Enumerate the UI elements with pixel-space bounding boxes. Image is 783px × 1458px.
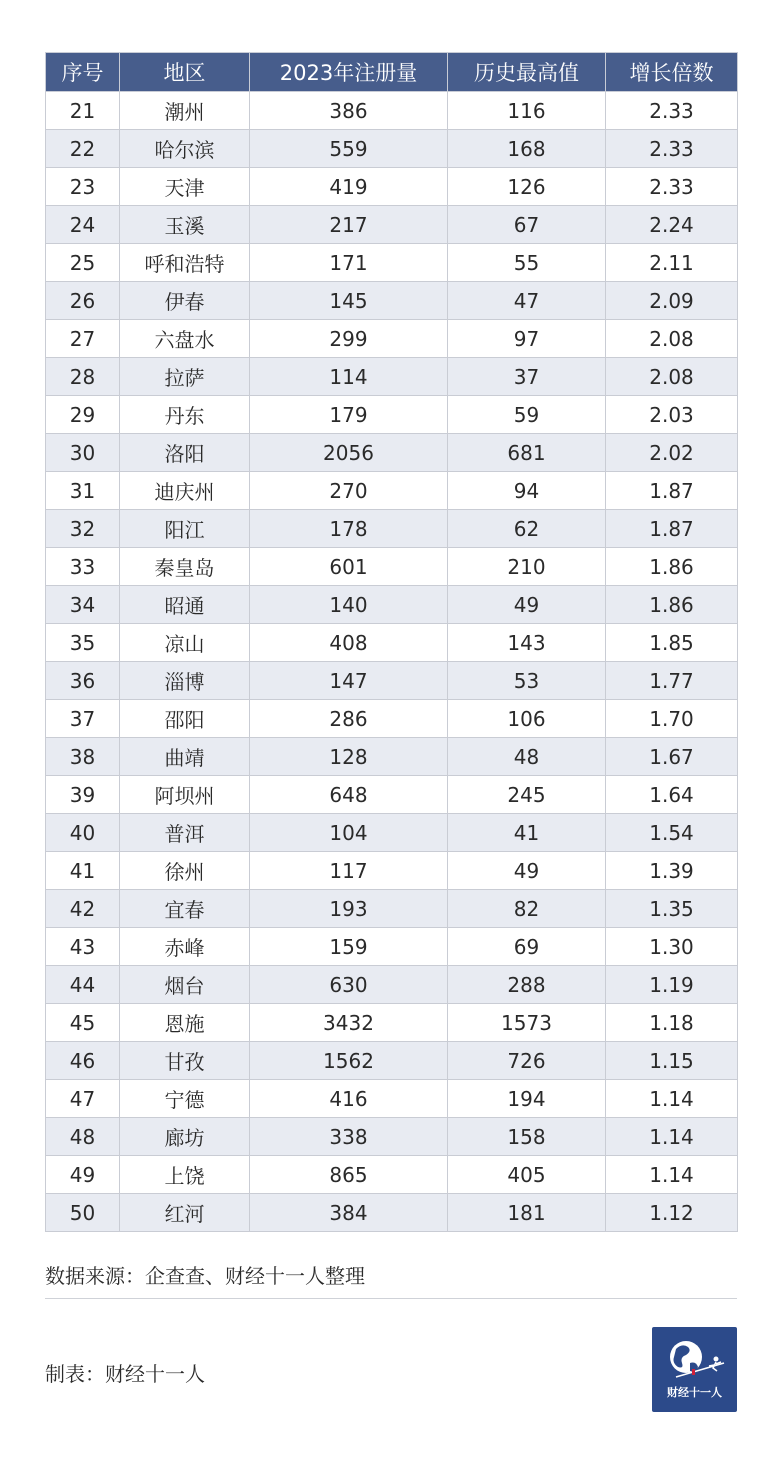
cell-historical-high: 143	[448, 624, 606, 662]
cell-index: 22	[46, 130, 120, 168]
cell-index: 40	[46, 814, 120, 852]
cell-growth-multiple: 1.39	[606, 852, 738, 890]
header-registrations-2023: 2023年注册量	[250, 53, 448, 92]
cell-growth-multiple: 1.70	[606, 700, 738, 738]
table-row	[46, 472, 738, 510]
cell-region: 淄博	[120, 662, 250, 700]
cell-region: 烟台	[120, 966, 250, 1004]
cell-growth-multiple: 1.35	[606, 890, 738, 928]
cell-registrations-2023: 114	[250, 358, 448, 396]
table-row	[46, 814, 738, 852]
cell-region: 甘孜	[120, 1042, 250, 1080]
cell-region: 宜春	[120, 890, 250, 928]
cell-index: 42	[46, 890, 120, 928]
table-row	[46, 434, 738, 472]
cell-registrations-2023: 140	[250, 586, 448, 624]
cell-historical-high: 49	[448, 586, 606, 624]
cell-registrations-2023: 171	[250, 244, 448, 282]
cell-registrations-2023: 147	[250, 662, 448, 700]
cell-region: 玉溪	[120, 206, 250, 244]
table-maker-note: 制表：财经十一人	[45, 1362, 205, 1386]
cell-region: 哈尔滨	[120, 130, 250, 168]
cell-historical-high: 49	[448, 852, 606, 890]
cell-index: 21	[46, 92, 120, 130]
cell-region: 曲靖	[120, 738, 250, 776]
cell-growth-multiple: 2.33	[606, 92, 738, 130]
cell-registrations-2023: 1562	[250, 1042, 448, 1080]
cell-index: 48	[46, 1118, 120, 1156]
cell-region: 普洱	[120, 814, 250, 852]
table-row	[46, 548, 738, 586]
table-row	[46, 1118, 738, 1156]
cell-region: 赤峰	[120, 928, 250, 966]
cell-historical-high: 53	[448, 662, 606, 700]
cell-index: 33	[46, 548, 120, 586]
cell-index: 34	[46, 586, 120, 624]
cell-index: 32	[46, 510, 120, 548]
cell-growth-multiple: 1.15	[606, 1042, 738, 1080]
cell-registrations-2023: 2056	[250, 434, 448, 472]
table-row	[46, 1042, 738, 1080]
cell-registrations-2023: 179	[250, 396, 448, 434]
cell-index: 30	[46, 434, 120, 472]
cell-historical-high: 55	[448, 244, 606, 282]
cell-region: 恩施	[120, 1004, 250, 1042]
table-row	[46, 586, 738, 624]
cell-historical-high: 69	[448, 928, 606, 966]
cell-region: 呼和浩特	[120, 244, 250, 282]
cell-registrations-2023: 338	[250, 1118, 448, 1156]
table-row	[46, 282, 738, 320]
cell-growth-multiple: 2.02	[606, 434, 738, 472]
cell-index: 25	[46, 244, 120, 282]
cell-growth-multiple: 2.33	[606, 130, 738, 168]
table-row	[46, 206, 738, 244]
cell-historical-high: 126	[448, 168, 606, 206]
cell-index: 24	[46, 206, 120, 244]
cell-index: 31	[46, 472, 120, 510]
cell-index: 35	[46, 624, 120, 662]
cell-index: 50	[46, 1194, 120, 1232]
cell-registrations-2023: 416	[250, 1080, 448, 1118]
cell-index: 28	[46, 358, 120, 396]
cell-region: 伊春	[120, 282, 250, 320]
cell-historical-high: 194	[448, 1080, 606, 1118]
cell-growth-multiple: 1.67	[606, 738, 738, 776]
cell-registrations-2023: 145	[250, 282, 448, 320]
cell-index: 43	[46, 928, 120, 966]
table-row	[46, 320, 738, 358]
cell-historical-high: 47	[448, 282, 606, 320]
cell-index: 39	[46, 776, 120, 814]
cell-growth-multiple: 1.18	[606, 1004, 738, 1042]
brand-logo	[652, 1327, 737, 1412]
cell-historical-high: 67	[448, 206, 606, 244]
cell-growth-multiple: 2.03	[606, 396, 738, 434]
cell-growth-multiple: 1.87	[606, 472, 738, 510]
table-row	[46, 928, 738, 966]
data-source-note: 数据来源：企查查、财经十一人整理	[45, 1264, 365, 1288]
cell-growth-multiple: 1.77	[606, 662, 738, 700]
cell-index: 49	[46, 1156, 120, 1194]
cell-index: 37	[46, 700, 120, 738]
cell-historical-high: 288	[448, 966, 606, 1004]
cell-growth-multiple: 1.85	[606, 624, 738, 662]
cell-index: 47	[46, 1080, 120, 1118]
cell-index: 38	[46, 738, 120, 776]
cell-index: 23	[46, 168, 120, 206]
cell-index: 36	[46, 662, 120, 700]
logo-text: 财经十一人	[667, 1386, 722, 1399]
table-row	[46, 1194, 738, 1232]
cell-registrations-2023: 159	[250, 928, 448, 966]
cell-historical-high: 245	[448, 776, 606, 814]
cell-historical-high: 62	[448, 510, 606, 548]
cell-registrations-2023: 601	[250, 548, 448, 586]
cell-region: 洛阳	[120, 434, 250, 472]
cell-region: 拉萨	[120, 358, 250, 396]
cell-region: 秦皇岛	[120, 548, 250, 586]
cell-registrations-2023: 408	[250, 624, 448, 662]
table-header-row	[46, 53, 738, 92]
cell-index: 45	[46, 1004, 120, 1042]
cell-growth-multiple: 1.86	[606, 548, 738, 586]
cell-registrations-2023: 117	[250, 852, 448, 890]
table-row	[46, 244, 738, 282]
cell-region: 昭通	[120, 586, 250, 624]
table-row	[46, 776, 738, 814]
cell-registrations-2023: 104	[250, 814, 448, 852]
data-table	[45, 52, 738, 1232]
cell-growth-multiple: 1.14	[606, 1080, 738, 1118]
cell-region: 天津	[120, 168, 250, 206]
cell-historical-high: 726	[448, 1042, 606, 1080]
header-growth-multiple: 增长倍数	[606, 53, 738, 92]
cell-registrations-2023: 648	[250, 776, 448, 814]
cell-historical-high: 405	[448, 1156, 606, 1194]
table-row	[46, 1156, 738, 1194]
cell-registrations-2023: 299	[250, 320, 448, 358]
table-row	[46, 130, 738, 168]
cell-growth-multiple: 2.33	[606, 168, 738, 206]
cell-historical-high: 97	[448, 320, 606, 358]
cell-growth-multiple: 1.12	[606, 1194, 738, 1232]
cell-registrations-2023: 630	[250, 966, 448, 1004]
footer-divider	[45, 1298, 737, 1299]
table-row	[46, 966, 738, 1004]
cell-index: 44	[46, 966, 120, 1004]
table-row	[46, 1004, 738, 1042]
cell-growth-multiple: 1.30	[606, 928, 738, 966]
cell-registrations-2023: 3432	[250, 1004, 448, 1042]
cell-registrations-2023: 128	[250, 738, 448, 776]
table-row	[46, 358, 738, 396]
cell-registrations-2023: 270	[250, 472, 448, 510]
cell-region: 潮州	[120, 92, 250, 130]
cell-registrations-2023: 419	[250, 168, 448, 206]
cell-index: 27	[46, 320, 120, 358]
cell-region: 廊坊	[120, 1118, 250, 1156]
cell-region: 迪庆州	[120, 472, 250, 510]
cell-historical-high: 94	[448, 472, 606, 510]
cell-index: 41	[46, 852, 120, 890]
cell-index: 29	[46, 396, 120, 434]
cell-growth-multiple: 1.86	[606, 586, 738, 624]
cell-historical-high: 41	[448, 814, 606, 852]
header-index: 序号	[46, 53, 120, 92]
cell-registrations-2023: 384	[250, 1194, 448, 1232]
table-row	[46, 852, 738, 890]
cell-historical-high: 59	[448, 396, 606, 434]
cell-growth-multiple: 1.14	[606, 1118, 738, 1156]
cell-region: 宁德	[120, 1080, 250, 1118]
cell-region: 阿坝州	[120, 776, 250, 814]
cell-growth-multiple: 1.19	[606, 966, 738, 1004]
table-row	[46, 738, 738, 776]
cell-region: 红河	[120, 1194, 250, 1232]
cell-registrations-2023: 178	[250, 510, 448, 548]
cell-historical-high: 116	[448, 92, 606, 130]
cell-region: 六盘水	[120, 320, 250, 358]
header-historical-high: 历史最高值	[448, 53, 606, 92]
cell-growth-multiple: 2.09	[606, 282, 738, 320]
table-row	[46, 510, 738, 548]
table-row	[46, 92, 738, 130]
table-row	[46, 1080, 738, 1118]
cell-historical-high: 37	[448, 358, 606, 396]
table-row	[46, 662, 738, 700]
cell-registrations-2023: 286	[250, 700, 448, 738]
cell-growth-multiple: 1.54	[606, 814, 738, 852]
cell-growth-multiple: 1.87	[606, 510, 738, 548]
cell-historical-high: 1573	[448, 1004, 606, 1042]
cell-region: 阳江	[120, 510, 250, 548]
cell-region: 上饶	[120, 1156, 250, 1194]
cell-registrations-2023: 386	[250, 92, 448, 130]
header-region: 地区	[120, 53, 250, 92]
cell-historical-high: 82	[448, 890, 606, 928]
cell-historical-high: 48	[448, 738, 606, 776]
table-row	[46, 624, 738, 662]
cell-growth-multiple: 2.08	[606, 320, 738, 358]
cell-region: 邵阳	[120, 700, 250, 738]
table-row	[46, 396, 738, 434]
cell-index: 46	[46, 1042, 120, 1080]
cell-historical-high: 181	[448, 1194, 606, 1232]
cell-growth-multiple: 2.11	[606, 244, 738, 282]
cell-index: 26	[46, 282, 120, 320]
cell-region: 徐州	[120, 852, 250, 890]
cell-region: 凉山	[120, 624, 250, 662]
cell-registrations-2023: 193	[250, 890, 448, 928]
cell-historical-high: 158	[448, 1118, 606, 1156]
table-row	[46, 890, 738, 928]
cell-growth-multiple: 2.24	[606, 206, 738, 244]
cell-growth-multiple: 1.64	[606, 776, 738, 814]
cell-registrations-2023: 217	[250, 206, 448, 244]
cell-historical-high: 210	[448, 548, 606, 586]
cell-registrations-2023: 559	[250, 130, 448, 168]
cell-historical-high: 106	[448, 700, 606, 738]
table-row	[46, 700, 738, 738]
cell-region: 丹东	[120, 396, 250, 434]
cell-registrations-2023: 865	[250, 1156, 448, 1194]
cell-growth-multiple: 1.14	[606, 1156, 738, 1194]
table-row	[46, 168, 738, 206]
data-table-container	[45, 52, 737, 1232]
table-body	[46, 92, 738, 1232]
cell-growth-multiple: 2.08	[606, 358, 738, 396]
cell-historical-high: 168	[448, 130, 606, 168]
cell-historical-high: 681	[448, 434, 606, 472]
